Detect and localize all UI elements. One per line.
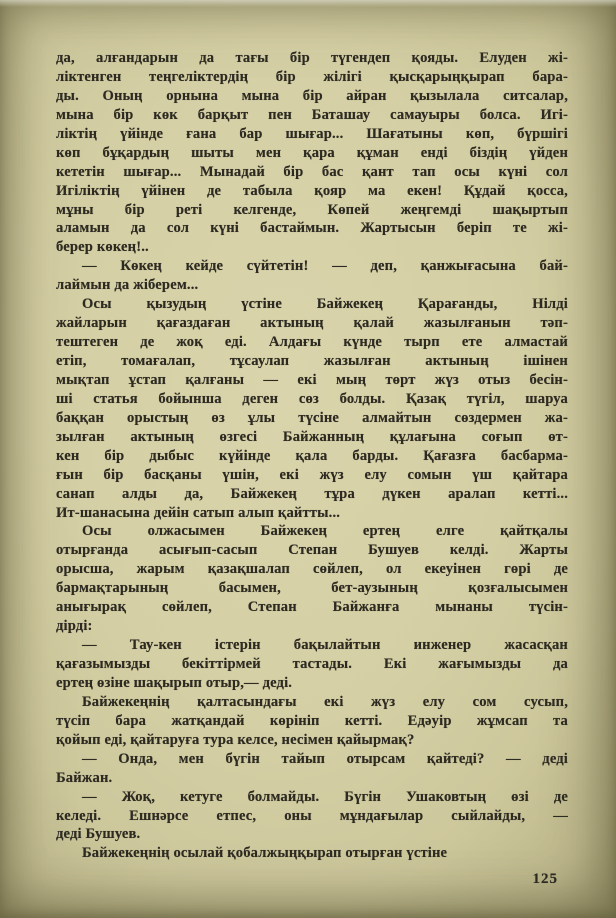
text-line: — Көкең кейде сүйтетін! — деп, қанжығасына бай-: [82, 258, 568, 275]
text-line: мына бір көк барқыт пен Баташау самауыры болса. Игі-: [56, 106, 568, 123]
text-line: көп бұқардың шыты мен қара құман енді біздің үйден: [56, 144, 568, 161]
text-line: ғын бір басқаны үшін, екі жүз елу сомын үш қайтара: [56, 466, 568, 483]
text-line: отырғанда асығып-сасып Степан Бушуев келді. Жарты: [56, 542, 568, 559]
text-line: келеді. Ешнәрсе етпес, оны мұндағылар сыйлайды, —: [56, 807, 568, 824]
text-line: мықтап ұстап қалғаны — екі мың төрт жүз отыз бесін-: [56, 371, 568, 388]
text-line: Байжекеңнің осылай қобалжыңқырап отырған үстіне: [82, 845, 448, 862]
text-line: Байжекеңнің қалтасындағы екі жүз елу сом сусып,: [82, 693, 568, 710]
text-line: анығырақ сөйлеп, Степан Байжанға мынаны түсін-: [56, 599, 568, 616]
text-line: ертең өзіне шақырып отыр,— деді.: [56, 674, 293, 691]
text-line: Игіліктің үйінен де табыла қояр ма екен! Құдай қосса,: [56, 182, 568, 199]
text-line: орысша, жарым қазақшалап сөйлеп, ол екеуінен гөрі де: [56, 561, 568, 578]
text-line: баққан орыстың өз ұлы түсіне алмайтын сөздермен жа-: [56, 409, 568, 426]
text-line: берер көкең!..: [56, 239, 149, 256]
text-line: түсіп бара жатқандай көрініп кетті. Едәуір жұмсап та: [56, 712, 568, 729]
text-line: лаймын да жіберем...: [56, 277, 199, 294]
text-line: Байжан.: [56, 769, 113, 786]
text-line: тештеген де жоқ еді. Алдағы күнде тырп ете алмастай: [56, 334, 568, 351]
text-line: кететін шығар... Мынадай бір бас қант тап осы күні сол: [56, 163, 568, 180]
text-line: Осы қызудың үстіне Байжекең Қарағанды, Нілді: [82, 296, 568, 313]
text-line: Ит-шанасына дейін сатып алып қайтты...: [56, 504, 341, 521]
text-line: — Тау-кен істерін бақылайтын инженер жасасқан: [82, 637, 568, 654]
text-line: аламын да сол күні бастаймын. Жартысын беріп те жі-: [56, 220, 568, 237]
text-line: ды. Оның орнына мына бір айран қызылала ситсалар,: [56, 87, 568, 104]
text-line: — Онда, мен бүгін тайып отырсам қайтеді? — деді: [82, 750, 568, 767]
text-line: бармақтарының басымен, бет-аузының қозғалысымен: [56, 580, 568, 597]
text-line: қағазымызды бекіттірмей тастады. Екі жағымызды да: [56, 656, 568, 672]
text-line: — Жоқ, кетуге болмайды. Бүгін Ушаковтың өзі де: [82, 788, 568, 805]
page-text: [56, 49, 568, 863]
text-line: дірді:: [56, 618, 93, 635]
text-line: мұны бір реті келгенде, Көпей жеңгемді шақыртып: [56, 201, 568, 218]
text-line: кен бір дыбыс күйінде қала барды. Қағазға басбарма-: [56, 447, 568, 464]
page-number: 125: [532, 871, 558, 887]
text-line: ліктенген теңгеліктердің бір жілігі қысқарыңқырап бара-: [56, 68, 568, 85]
text-line: ші статья бойынша деген сөз болды. Қазақ түгіл, шаруа: [56, 390, 568, 407]
text-line: ліктің үйінде ғана бар шығар... Шағатыны көп, бүршігі: [56, 125, 568, 142]
text-line: зылған актының өзгесі Байжанның құлағына соғып өт-: [56, 428, 568, 445]
text-line: Осы олжасымен Байжекең ертең елге қайтқалы: [82, 523, 568, 540]
text-line: етіп, томағалап, тұсаулап жазылған актының ішінен: [56, 353, 568, 369]
text-line: деді Бушуев.: [56, 826, 141, 843]
text-line: қойып еді, қайтаруға тура келсе, несімен қайырмақ?: [56, 731, 415, 748]
text-line: жайларын қағаздаған актының қалай жазылғанын тәп-: [56, 315, 568, 332]
text-line: да, алғандарын да тағы бір түгендеп қояды. Елуден жі-: [56, 50, 568, 66]
text-line: санап алды да, Байжекең тұра дүкен аралап кетті...: [56, 485, 568, 502]
